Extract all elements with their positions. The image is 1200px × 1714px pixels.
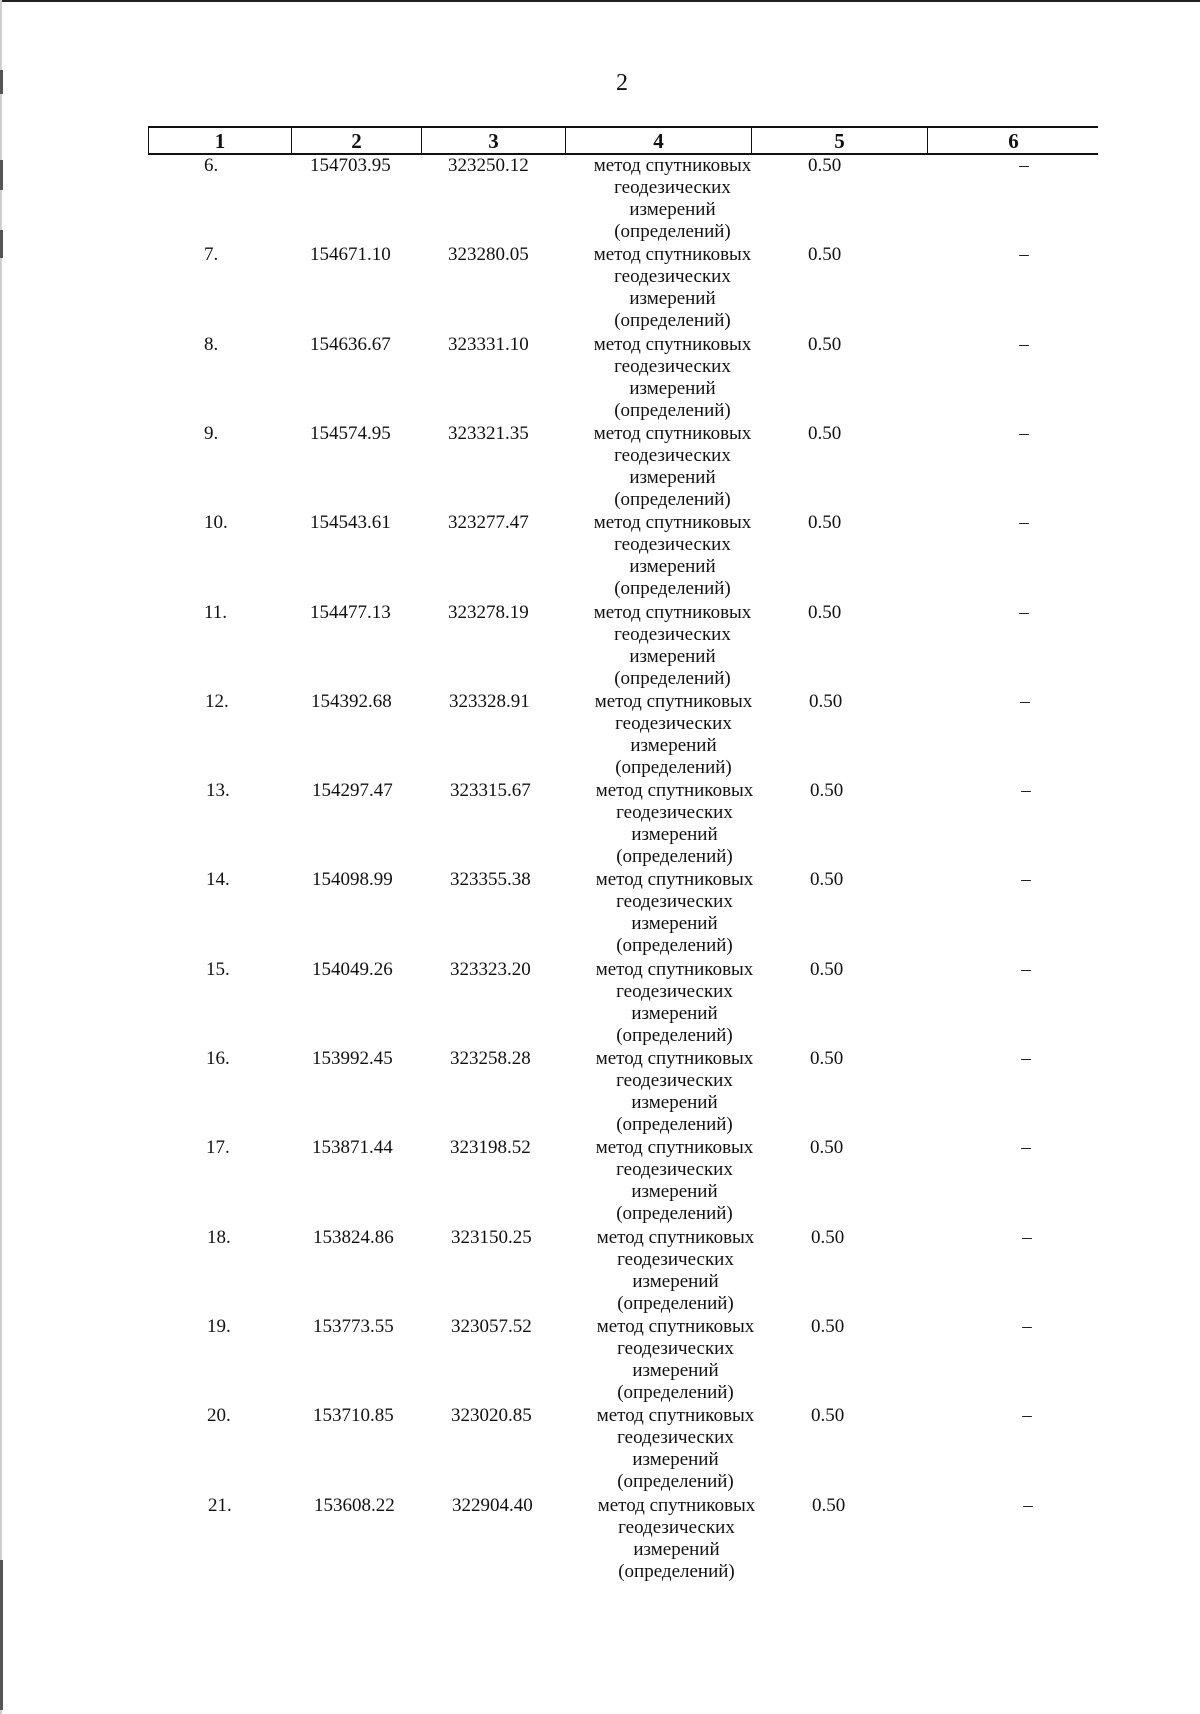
note-dash: – xyxy=(1022,1405,1032,1427)
note-dash: – xyxy=(1021,869,1031,891)
method-text-line: (определений) xyxy=(616,846,733,868)
method-text-line: геодезических xyxy=(617,1427,734,1449)
page-number: 2 xyxy=(616,70,628,96)
coordinate-y: 323020.85 xyxy=(451,1405,532,1427)
method-text-line: метод спутниковых xyxy=(593,244,752,266)
table-row xyxy=(148,512,1098,601)
table-row xyxy=(148,602,1098,691)
method-text-line: (определений) xyxy=(617,1381,734,1403)
table-row xyxy=(150,959,1100,1048)
method-text-line: геодезических xyxy=(616,1070,733,1091)
column-header: 6 xyxy=(1008,129,1019,153)
method-text-line: измерений xyxy=(631,913,718,935)
accuracy-value: 0.50 xyxy=(808,601,842,623)
row-number: 9. xyxy=(204,422,219,444)
scan-mark xyxy=(0,160,3,190)
scan-mark xyxy=(0,230,3,258)
coordinate-y: 323315.67 xyxy=(450,780,531,802)
row-number: 6. xyxy=(204,155,219,176)
accuracy-value: 0.50 xyxy=(811,1315,845,1337)
method-text-line: метод спутниковых xyxy=(594,690,753,712)
row-number: 15. xyxy=(206,958,230,980)
method-text-line: геодезических xyxy=(614,355,731,377)
note-dash: – xyxy=(1021,958,1031,980)
method-text-line: измерений xyxy=(631,824,718,846)
note-dash: – xyxy=(1021,780,1031,802)
column-header: 4 xyxy=(566,128,752,153)
method-text-line: (определений) xyxy=(614,667,731,689)
row-number: 10. xyxy=(204,512,228,534)
method-cell xyxy=(570,244,775,332)
coordinate-x: 154671.10 xyxy=(310,244,391,266)
method-text-line: метод спутниковых xyxy=(593,333,752,355)
table-row xyxy=(149,691,1099,780)
table-row xyxy=(151,1227,1101,1316)
row-number: 19. xyxy=(207,1315,231,1337)
coordinate-x: 154392.68 xyxy=(311,690,392,712)
method-text-line: (определений) xyxy=(616,1024,733,1046)
accuracy-value: 0.50 xyxy=(811,1405,845,1427)
method-text-line: геодезических xyxy=(616,1159,733,1181)
method-text-line: геодезических xyxy=(617,1248,734,1270)
note-dash: – xyxy=(1022,1315,1032,1337)
note-dash: – xyxy=(1019,244,1029,266)
table-row xyxy=(152,1495,1102,1584)
note-dash: – xyxy=(1019,512,1029,534)
method-text-line: измерений xyxy=(631,1181,718,1203)
method-text-line: измерений xyxy=(629,466,716,488)
method-cell xyxy=(573,1405,778,1493)
method-cell xyxy=(570,155,775,243)
method-text-line: измерений xyxy=(632,1359,719,1381)
method-cell xyxy=(573,1316,778,1404)
accuracy-value: 0.50 xyxy=(810,1137,844,1159)
table-row xyxy=(150,1137,1100,1226)
accuracy-value: 0.50 xyxy=(811,1226,845,1248)
method-text-line: измерений xyxy=(633,1538,720,1560)
table-row xyxy=(150,1048,1100,1137)
method-text-line: метод спутниковых xyxy=(595,780,754,802)
method-text-line: измерений xyxy=(631,1092,718,1113)
accuracy-value: 0.50 xyxy=(808,422,842,444)
coordinate-x: 154297.47 xyxy=(312,780,393,802)
method-text-line: (определений) xyxy=(616,935,733,957)
row-number: 13. xyxy=(206,780,230,802)
method-cell xyxy=(572,1048,777,1136)
method-text-line: метод спутниковых xyxy=(596,1315,755,1337)
row-number: 11. xyxy=(204,601,228,623)
method-text-line: измерений xyxy=(632,1270,719,1292)
method-text-line: (определений) xyxy=(617,1292,734,1314)
method-text-line: геодезических xyxy=(614,266,731,288)
method-text-line: (определений) xyxy=(616,1114,733,1135)
method-text-line: измерений xyxy=(629,556,716,578)
scan-edge-top xyxy=(0,0,1200,2)
table-header-row xyxy=(148,128,1098,155)
method-text-line: (определений) xyxy=(616,1203,733,1225)
coordinate-y: 323258.28 xyxy=(450,1048,531,1069)
method-text-line: измерений xyxy=(629,288,716,310)
coordinate-y: 323278.19 xyxy=(448,601,529,623)
method-text-line: геодезических xyxy=(614,623,731,645)
method-text-line: геодезических xyxy=(615,712,732,734)
coordinate-y: 323057.52 xyxy=(451,1315,532,1337)
method-text-line: геодезических xyxy=(616,980,733,1002)
accuracy-value: 0.50 xyxy=(808,333,842,355)
column-header: 5 xyxy=(752,128,928,153)
method-text-line: измерений xyxy=(629,377,716,399)
method-text-line: (определений) xyxy=(618,1560,735,1582)
coordinate-y: 323250.12 xyxy=(448,155,529,176)
method-cell xyxy=(570,423,775,511)
coordinate-x: 153710.85 xyxy=(313,1405,394,1427)
column-header: 1 xyxy=(149,128,292,153)
coordinate-y: 323280.05 xyxy=(448,244,529,266)
table-row xyxy=(151,1316,1101,1405)
method-text-line: метод спутниковых xyxy=(593,422,752,444)
method-text-line: метод спутниковых xyxy=(596,1405,755,1427)
coordinate-x: 154636.67 xyxy=(310,333,391,355)
table-row xyxy=(150,869,1100,958)
method-text-line: измерений xyxy=(629,645,716,667)
method-text-line: (определений) xyxy=(614,221,731,242)
method-text-line: геодезических xyxy=(618,1516,735,1538)
method-text-line: метод спутниковых xyxy=(593,155,752,176)
table-row xyxy=(148,423,1098,512)
method-text-line: (определений) xyxy=(614,399,731,421)
note-dash: – xyxy=(1021,1048,1031,1069)
coordinate-x: 154543.61 xyxy=(310,512,391,534)
note-dash: – xyxy=(1020,690,1030,712)
method-cell xyxy=(570,602,775,690)
coordinate-y: 322904.40 xyxy=(452,1494,533,1516)
accuracy-value: 0.50 xyxy=(810,869,844,891)
coordinate-y: 323277.47 xyxy=(448,512,529,534)
note-dash: – xyxy=(1019,155,1029,176)
table-row xyxy=(148,155,1098,244)
accuracy-value: 0.50 xyxy=(810,780,844,802)
note-dash: – xyxy=(1021,1137,1031,1159)
accuracy-value: 0.50 xyxy=(808,512,842,534)
method-text-line: (определений) xyxy=(614,578,731,600)
method-text-line: метод спутниковых xyxy=(593,601,752,623)
method-text-line: метод спутниковых xyxy=(597,1494,756,1516)
accuracy-value: 0.50 xyxy=(810,1048,844,1069)
method-text-line: метод спутниковых xyxy=(595,869,754,891)
table-row xyxy=(151,1405,1101,1494)
coordinate-y: 323331.10 xyxy=(448,333,529,355)
table-row xyxy=(150,780,1100,869)
row-number: 12. xyxy=(205,690,229,712)
coordinate-y: 323323.20 xyxy=(450,958,531,980)
method-text-line: метод спутниковых xyxy=(596,1226,755,1248)
coordinate-x: 153871.44 xyxy=(312,1137,393,1159)
method-cell xyxy=(573,1227,778,1315)
note-dash: – xyxy=(1023,1494,1033,1516)
note-dash: – xyxy=(1019,422,1029,444)
accuracy-value: 0.50 xyxy=(808,244,842,266)
coordinate-y: 323321.35 xyxy=(448,422,529,444)
coordinate-x: 154703.95 xyxy=(310,155,391,176)
accuracy-value: 0.50 xyxy=(809,690,843,712)
method-text-line: измерений xyxy=(630,734,717,756)
note-dash: – xyxy=(1019,601,1029,623)
row-number: 21. xyxy=(208,1494,232,1516)
method-text-line: метод спутниковых xyxy=(593,512,752,534)
row-number: 14. xyxy=(206,869,230,891)
method-text-line: метод спутниковых xyxy=(595,1137,754,1159)
method-text-line: геодезических xyxy=(614,444,731,466)
coordinate-x: 153773.55 xyxy=(313,1315,394,1337)
note-dash: – xyxy=(1022,1226,1032,1248)
coordinate-y: 323150.25 xyxy=(451,1226,532,1248)
method-cell xyxy=(570,512,775,600)
method-cell xyxy=(572,869,777,957)
method-text-line: геодезических xyxy=(617,1337,734,1359)
coordinate-x: 154049.26 xyxy=(312,958,393,980)
method-text-line: измерений xyxy=(629,199,716,220)
method-text-line: геодезических xyxy=(614,534,731,556)
accuracy-value: 0.50 xyxy=(808,155,842,176)
note-dash: – xyxy=(1019,333,1029,355)
accuracy-value: 0.50 xyxy=(812,1494,846,1516)
method-text-line: (определений) xyxy=(617,1471,734,1493)
row-number: 17. xyxy=(206,1137,230,1159)
row-number: 8. xyxy=(204,333,219,355)
table-row xyxy=(148,244,1098,333)
method-cell xyxy=(574,1495,779,1583)
method-text-line: метод спутниковых xyxy=(595,958,754,980)
row-number: 16. xyxy=(206,1048,230,1069)
method-text-line: (определений) xyxy=(614,310,731,332)
coordinate-x: 153824.86 xyxy=(313,1226,394,1248)
column-header: 3 xyxy=(422,128,566,153)
coordinate-y: 323328.91 xyxy=(449,690,530,712)
row-number: 18. xyxy=(207,1226,231,1248)
coordinate-x: 153992.45 xyxy=(312,1048,393,1069)
coordinate-y: 323355.38 xyxy=(450,869,531,891)
method-cell xyxy=(572,780,777,868)
coordinate-x: 154477.13 xyxy=(310,601,391,623)
accuracy-value: 0.50 xyxy=(810,958,844,980)
method-cell xyxy=(572,1137,777,1225)
column-header: 2 xyxy=(292,128,422,153)
coordinate-x: 154098.99 xyxy=(312,869,393,891)
method-text-line: геодезических xyxy=(616,802,733,824)
method-text-line: измерений xyxy=(632,1449,719,1471)
method-text-line: измерений xyxy=(631,1002,718,1024)
coordinate-x: 153608.22 xyxy=(314,1494,395,1516)
coordinate-y: 323198.52 xyxy=(450,1137,531,1159)
row-number: 20. xyxy=(207,1405,231,1427)
method-cell xyxy=(572,959,777,1047)
table-row xyxy=(148,334,1098,423)
method-text-line: геодезических xyxy=(614,177,731,198)
method-text-line: метод спутниковых xyxy=(595,1048,754,1069)
coordinate-x: 154574.95 xyxy=(310,422,391,444)
method-cell xyxy=(570,334,775,422)
method-text-line: (определений) xyxy=(615,756,732,778)
row-number: 7. xyxy=(204,244,219,266)
method-text-line: (определений) xyxy=(614,488,731,510)
method-text-line: геодезических xyxy=(616,891,733,913)
method-cell xyxy=(571,691,776,779)
scan-mark xyxy=(0,1560,3,1710)
